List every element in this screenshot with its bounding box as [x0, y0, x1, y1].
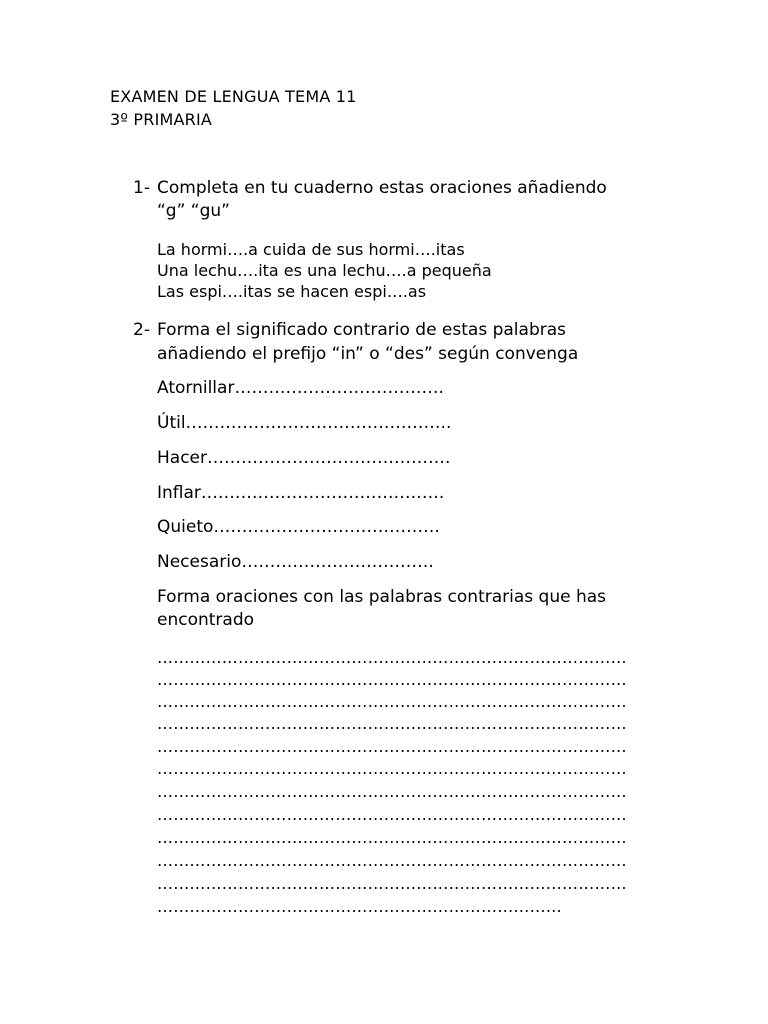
question-1-sentence-3: Las espi….itas se hacen espi….as: [157, 282, 427, 301]
answer-line: ……………………………………………………………………………: [157, 805, 627, 824]
sentence-instruction-line-1: Forma oraciones con las palabras contrarias que has: [157, 587, 607, 607]
answer-line: ……………………………………………………………………………: [157, 737, 627, 756]
word-atornillar: Atornillar……………………………….: [157, 378, 444, 398]
sentence-instruction-line-2: encontrado: [157, 610, 255, 630]
answer-line: ……………………………………………………………………………: [157, 782, 627, 801]
answer-line: ……………………………………………………………………………: [157, 851, 627, 870]
word-quieto: Quieto………………………………….: [157, 517, 440, 537]
question-1-sentence-2: Una lechu….ita es una lechu….a pequeña: [157, 261, 492, 280]
answer-line: …………………………………………………………………: [157, 897, 562, 916]
word-necesario: Necesario…………………………….: [157, 552, 434, 572]
question-1-number: 1-: [133, 178, 150, 198]
answer-line: ……………………………………………………………………………: [157, 874, 627, 893]
word-hacer: Hacer…………………………………….: [157, 448, 451, 468]
question-2-prompt-line-2: añadiendo el prefijo “in” o “des” según convenga: [157, 344, 579, 364]
answer-line: ……………………………………………………………………………: [157, 759, 627, 778]
question-1-prompt-line-2: “g” “gu”: [157, 201, 230, 221]
answer-line: ……………………………………………………………………………: [157, 648, 627, 667]
exam-title: EXAMEN DE LENGUA TEMA 11: [110, 87, 357, 106]
word-util: Útil………………………………………..: [157, 413, 452, 433]
word-inflar: Inflar…………………………………….: [157, 483, 445, 503]
answer-line: ……………………………………………………………………………: [157, 828, 627, 847]
question-1-sentence-1: La hormi….a cuida de sus hormi….itas: [157, 240, 465, 259]
question-1-prompt-line-1: Completa en tu cuaderno estas oraciones añadiendo: [157, 178, 607, 198]
answer-line: ……………………………………………………………………………: [157, 692, 627, 711]
answer-line: ……………………………………………………………………………: [157, 670, 627, 689]
question-2-prompt-line-1: Forma el significado contrario de estas palabras: [157, 320, 566, 340]
question-2-number: 2-: [133, 320, 150, 340]
answer-line: ……………………………………………………………………………: [157, 714, 627, 733]
grade-label: 3º PRIMARIA: [110, 110, 213, 129]
